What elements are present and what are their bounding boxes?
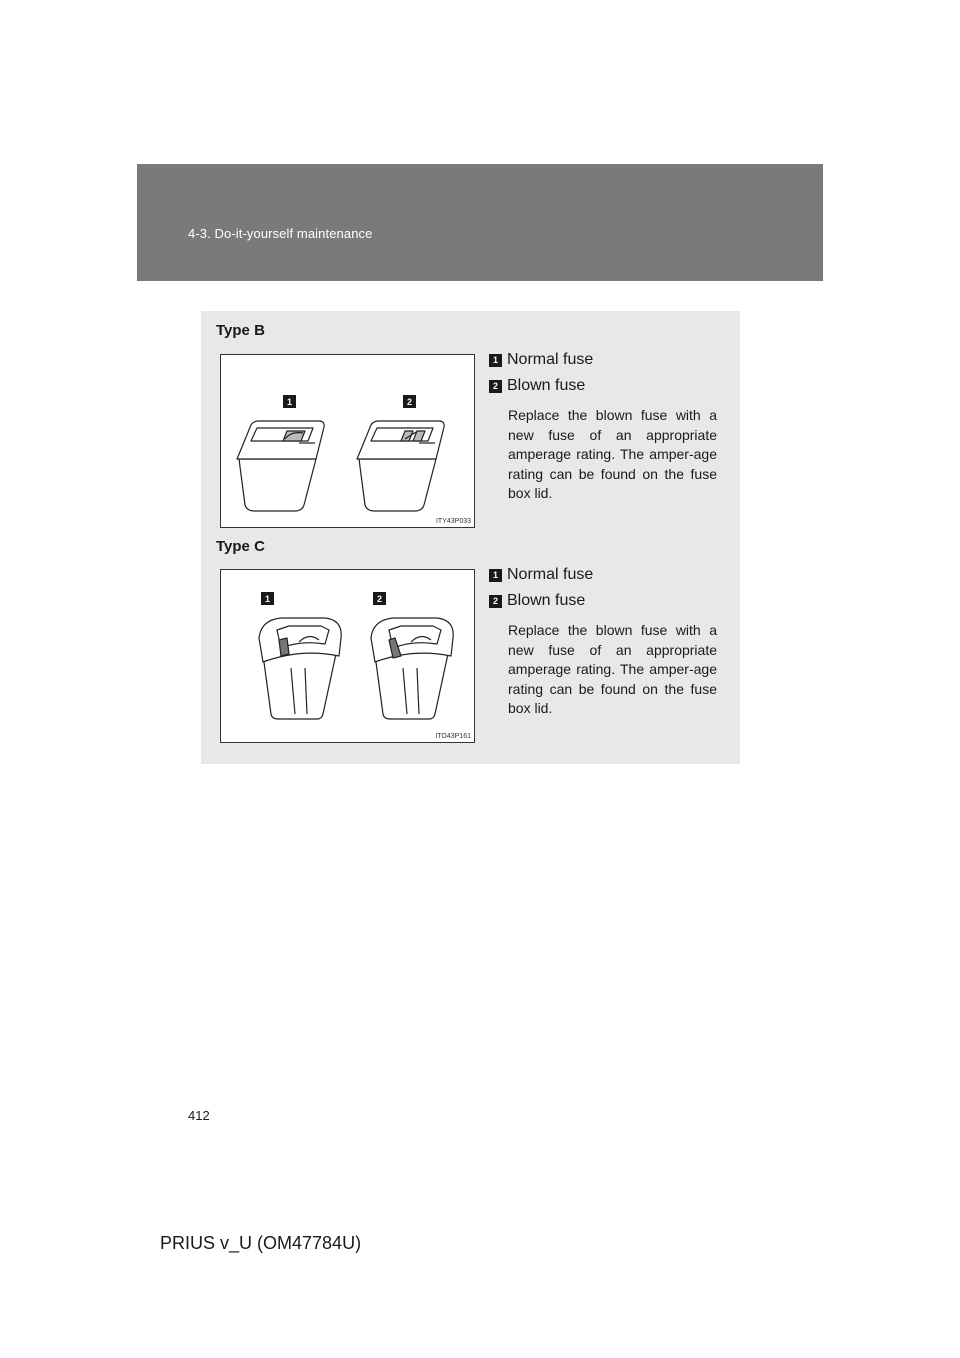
figure-code: ITY43P033 (435, 518, 471, 525)
figure-badge-1: 1 (283, 395, 296, 408)
number-badge: 2 (489, 595, 502, 608)
blown-fuse-b-body (359, 459, 436, 511)
page-number: 412 (188, 1108, 210, 1123)
figure-badge-2: 2 (403, 395, 416, 408)
type-b-label: Type B (216, 322, 265, 339)
callout-label: Normal fuse (507, 351, 594, 368)
replacement-instructions: Replace the blown fuse with a new fuse of an appropriate amperage rating. The amper-age rating can be found on the fuse box lid. (508, 407, 717, 501)
type-c-label: Type C (216, 538, 265, 555)
number-badge: 1 (489, 354, 502, 367)
type-b-figure (220, 354, 475, 528)
replacement-instructions: Replace the blown fuse with a new fuse of an appropriate amperage rating. The amper-age rating can be found on the fuse box lid. (508, 622, 717, 716)
callout-label: Blown fuse (507, 377, 586, 394)
normal-fuse-b-body (239, 459, 316, 511)
callout-blown-fuse (489, 376, 585, 396)
callout-label: Blown fuse (507, 592, 586, 609)
figure-badge-2: 2 (373, 592, 386, 605)
figure-code: ITO43P161 (435, 733, 471, 740)
callout-label: Normal fuse (507, 566, 594, 583)
footer-model: PRIUS v_U (OM47784U) (160, 1233, 362, 1253)
callout-blown-fuse (489, 591, 585, 611)
type-c-figure (220, 569, 475, 743)
figure-badge-1: 1 (261, 592, 274, 605)
section-title: 4-3. Do-it-yourself maintenance (188, 226, 373, 241)
header-band (137, 164, 823, 281)
number-badge: 2 (489, 380, 502, 393)
number-badge: 1 (489, 569, 502, 582)
type-c-fuse-illustration (221, 570, 474, 742)
callout-normal-fuse (489, 565, 593, 585)
type-b-fuse-illustration (221, 355, 474, 527)
callout-normal-fuse (489, 350, 593, 370)
